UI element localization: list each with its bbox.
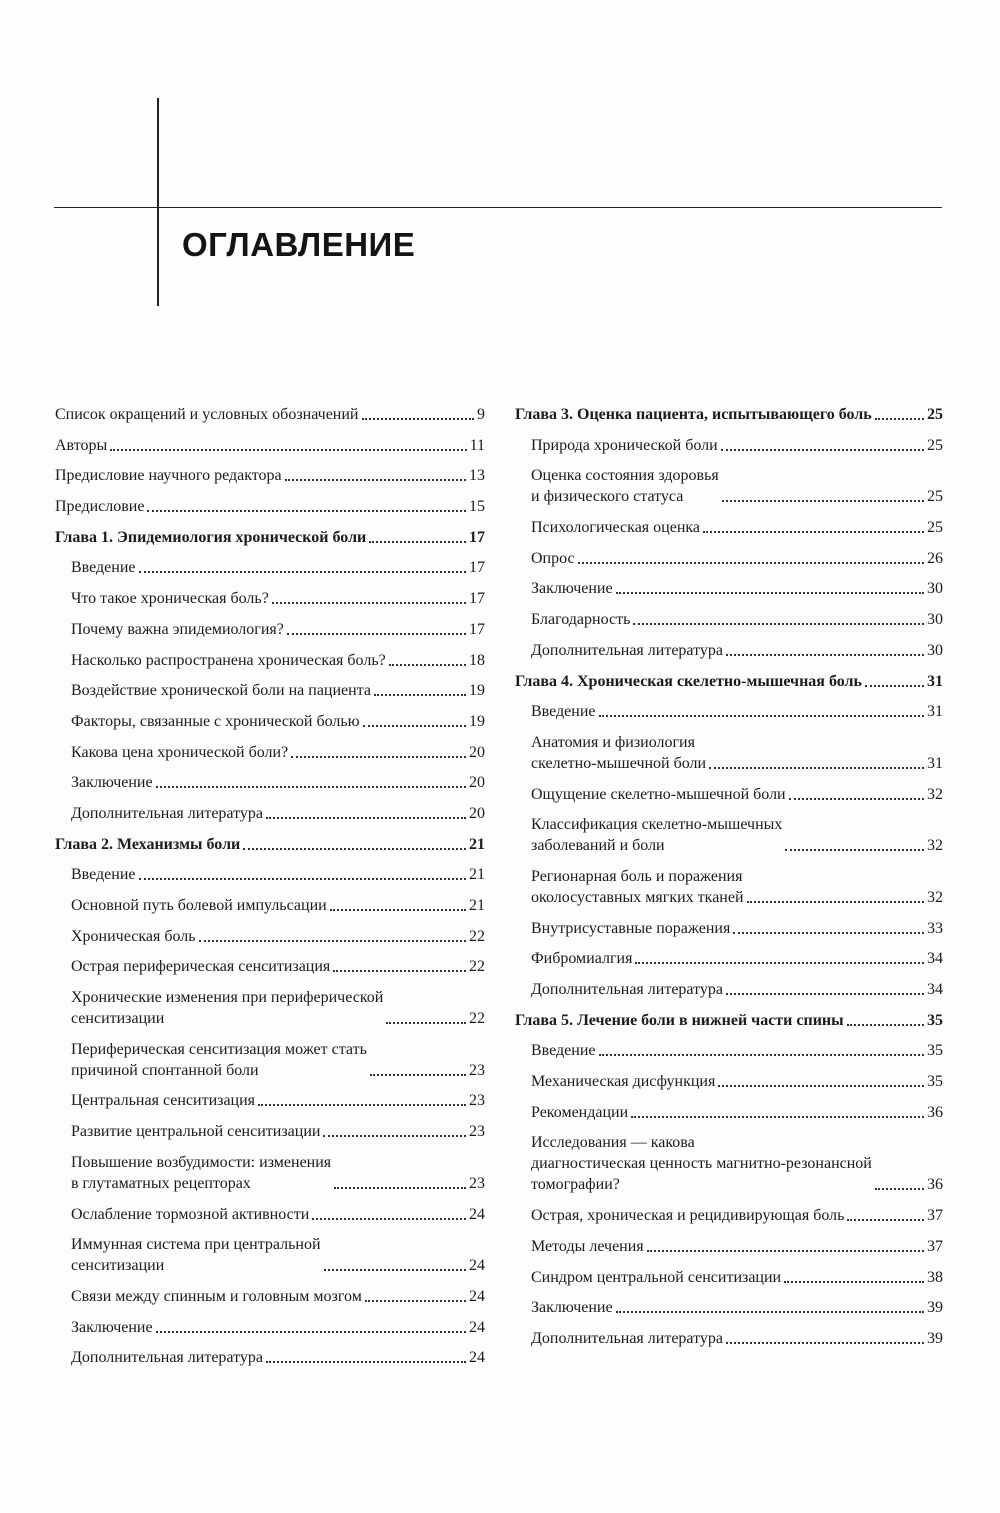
toc-entry-title: Какова цена хронической боли? xyxy=(71,743,289,761)
toc-entry-page: 35 xyxy=(927,1011,943,1029)
toc-entry-title: Исследования — какова диагностическая ценность магнитно-резонансной томографии? xyxy=(531,1134,872,1194)
toc-entry xyxy=(515,1071,943,1092)
toc-entry-title: Дополнительная литература xyxy=(71,1349,263,1367)
toc-entry xyxy=(55,742,485,763)
dot-leader xyxy=(258,1104,466,1106)
dot-leader xyxy=(312,1218,466,1220)
toc-entry-title: Глава 1. Эпидемиология хронической боли xyxy=(55,528,367,546)
dot-leader xyxy=(147,510,466,512)
toc-entry xyxy=(515,948,943,969)
dot-leader xyxy=(631,1116,924,1118)
vertical-rule xyxy=(157,98,159,306)
toc-entry-page: 25 xyxy=(927,406,943,423)
dot-leader xyxy=(389,664,466,666)
toc-entry-title: Заключение xyxy=(71,774,153,792)
toc-entry-title: Внутрисуставные поражения xyxy=(531,919,731,937)
toc-entry-page: 21 xyxy=(469,835,485,853)
dot-leader xyxy=(362,418,475,420)
toc-entry xyxy=(515,814,943,856)
toc-entry xyxy=(55,1234,485,1276)
dot-leader xyxy=(243,848,466,850)
toc-entry xyxy=(55,926,485,947)
toc-entry-page: 32 xyxy=(927,888,943,906)
toc-entry-page: 31 xyxy=(927,703,943,721)
dot-leader xyxy=(266,1361,466,1363)
toc-entry xyxy=(55,465,485,486)
toc-entry-page: 21 xyxy=(469,866,485,884)
toc-entry-page: 24 xyxy=(469,1349,485,1367)
dot-leader xyxy=(784,1281,924,1283)
toc-entry xyxy=(55,987,485,1029)
toc-entry-title: Психологическая оценка xyxy=(531,519,701,537)
dot-leader xyxy=(722,500,924,502)
toc-entry xyxy=(515,701,943,722)
toc-entry-page: 32 xyxy=(927,785,943,803)
toc-entry xyxy=(515,1205,943,1226)
toc-entry xyxy=(55,557,485,578)
toc-entry-title: Благодарность xyxy=(531,611,631,629)
toc-entry-page: 19 xyxy=(469,712,485,730)
toc-entry xyxy=(55,680,485,701)
dot-leader xyxy=(847,1219,924,1221)
dot-leader xyxy=(747,901,924,903)
toc-entry-page: 30 xyxy=(927,580,943,598)
toc-entry-page: 34 xyxy=(927,981,943,998)
toc-entry-page: 22 xyxy=(469,1010,485,1028)
toc-entry-title: Дополнительная литература xyxy=(531,981,723,998)
dot-leader xyxy=(324,1269,466,1271)
dot-leader xyxy=(330,909,466,911)
toc-entry-title: Механическая дисфункция xyxy=(531,1073,716,1091)
toc-entry-title: Иммунная система при центральной сенситизации xyxy=(71,1236,321,1275)
toc-entry-page: 26 xyxy=(927,549,943,567)
dot-leader xyxy=(709,767,924,769)
toc-entry-page: 24 xyxy=(469,1318,485,1336)
toc-entry-page: 23 xyxy=(469,1123,485,1141)
toc-entry-title: Хроническая боль xyxy=(71,927,196,945)
toc-entry xyxy=(55,711,485,732)
dot-leader xyxy=(865,685,924,687)
dot-leader xyxy=(875,418,924,420)
toc-entry-page: 22 xyxy=(469,927,485,945)
toc-chapter-entry xyxy=(515,671,943,692)
dot-leader xyxy=(291,756,466,758)
toc-entry-page: 36 xyxy=(927,1103,943,1121)
toc-entry-title: Центральная сенситизация xyxy=(71,1092,256,1110)
toc-entry-page: 23 xyxy=(469,1092,485,1110)
toc-chapter-entry xyxy=(55,527,485,548)
toc-entry xyxy=(55,1347,485,1368)
toc-chapter-entry xyxy=(515,404,943,425)
toc-entry-page: 33 xyxy=(927,919,943,937)
dot-leader xyxy=(726,654,924,656)
toc-right-column xyxy=(515,404,943,1359)
toc-entry-title: Глава 2. Механизмы боли xyxy=(55,835,241,853)
dot-leader xyxy=(110,449,466,451)
toc-entry-title: Заключение xyxy=(531,1299,613,1317)
toc-entry-page: 24 xyxy=(469,1257,485,1275)
dot-leader xyxy=(616,592,924,594)
toc-entry xyxy=(55,1317,485,1338)
toc-entry xyxy=(55,588,485,609)
dot-leader xyxy=(370,1074,466,1076)
page-title: ОГЛАВЛЕНИЕ xyxy=(182,226,416,263)
dot-leader xyxy=(875,1188,924,1190)
dot-leader xyxy=(599,1054,925,1056)
dot-leader xyxy=(703,531,924,533)
toc-entry-title: Предисловие xyxy=(55,498,145,516)
toc-entry-page: 39 xyxy=(927,1299,943,1317)
toc-entry-page: 13 xyxy=(469,467,485,485)
toc-entry-title: Острая периферическая сенситизация xyxy=(71,958,331,976)
toc-entry-page: 17 xyxy=(469,620,485,638)
toc-entry xyxy=(515,465,943,507)
dot-leader xyxy=(323,1135,466,1137)
toc-entry-page: 20 xyxy=(469,743,485,761)
toc-entry xyxy=(515,979,943,1000)
toc-entry-page: 21 xyxy=(469,897,485,914)
dot-leader xyxy=(272,602,466,604)
dot-leader xyxy=(139,878,467,880)
toc-entry-page: 20 xyxy=(469,804,485,822)
toc-entry-title: Почему важна эпидемиология? xyxy=(71,620,284,638)
toc-entry-title: Острая, хроническая и рецидивирующая боль xyxy=(531,1207,845,1225)
toc-entry-title: Анатомия и физиология скелетно-мышечной боли xyxy=(531,733,707,772)
dot-leader xyxy=(333,970,466,972)
toc-entry-title: Регионарная боль и поражения околосуставных мягких тканей xyxy=(531,867,744,906)
toc-entry xyxy=(55,803,485,824)
toc-entry xyxy=(55,864,485,885)
dot-leader xyxy=(199,940,466,942)
dot-leader xyxy=(374,694,466,696)
toc-entry-page: 24 xyxy=(469,1287,485,1305)
toc-entry xyxy=(55,435,485,456)
toc-entry-title: Факторы, связанные с хронической болью xyxy=(71,712,360,730)
dot-leader xyxy=(847,1024,924,1026)
toc-entry xyxy=(515,784,943,805)
toc-entry-title: Введение xyxy=(71,866,136,884)
toc-entry-title: Введение xyxy=(71,559,136,577)
toc-entry-title: Дополнительная литература xyxy=(531,1329,723,1347)
toc-entry xyxy=(55,619,485,640)
toc-entry-title: Периферическая сенситизация может стать причиной спонтанной боли xyxy=(71,1040,367,1079)
toc-entry-page: 35 xyxy=(927,1042,943,1060)
toc-entry-page: 39 xyxy=(927,1329,943,1347)
toc-entry-page: 37 xyxy=(927,1207,943,1225)
toc-entry-title: Глава 3. Оценка пациента, испытывающего боль xyxy=(515,406,872,423)
toc-entry-page: 25 xyxy=(927,436,943,454)
toc-entry-title: Что такое хроническая боль? xyxy=(71,590,269,608)
toc-entry-title: Природа хронической боли xyxy=(531,436,718,454)
toc-entry-title: Развитие центральной сенситизации xyxy=(71,1123,321,1141)
toc-entry xyxy=(515,918,943,939)
toc-entry-title: Связи между спинным и головным мозгом xyxy=(71,1287,362,1305)
toc-entry-page: 9 xyxy=(477,406,485,423)
toc-entry-title: Авторы xyxy=(55,436,108,454)
dot-leader xyxy=(633,623,924,625)
dot-leader xyxy=(156,1331,466,1333)
toc-entry-title: Дополнительная литература xyxy=(71,804,263,822)
toc-entry-page: 24 xyxy=(469,1205,485,1223)
toc-entry-page: 25 xyxy=(927,488,943,506)
dot-leader xyxy=(599,715,925,717)
toc-entry-page: 19 xyxy=(469,682,485,700)
toc-entry-page: 31 xyxy=(927,672,943,690)
toc-entry xyxy=(55,1204,485,1225)
dot-leader xyxy=(726,1342,924,1344)
toc-entry xyxy=(55,1286,485,1307)
dot-leader xyxy=(578,562,924,564)
dot-leader xyxy=(156,786,466,788)
toc-entry-page: 36 xyxy=(927,1176,943,1194)
dot-leader xyxy=(334,1187,466,1189)
toc-entry-page: 23 xyxy=(469,1061,485,1079)
dot-leader xyxy=(365,1300,466,1302)
toc-entry xyxy=(515,435,943,456)
toc-entry-title: Введение xyxy=(531,1042,596,1060)
dot-leader xyxy=(285,479,466,481)
toc-entry xyxy=(515,1132,943,1195)
toc-entry-page: 32 xyxy=(927,837,943,855)
toc-entry xyxy=(515,609,943,630)
toc-entry-page: 11 xyxy=(469,436,485,454)
toc-entry-page: 37 xyxy=(927,1237,943,1255)
dot-leader xyxy=(789,798,924,800)
toc-entry xyxy=(515,732,943,774)
dot-leader xyxy=(635,962,924,964)
toc-entry-page: 22 xyxy=(469,958,485,976)
toc-entry-title: Оценка состояния здоровья и физического статуса xyxy=(531,467,719,506)
horizontal-rule xyxy=(54,207,942,208)
toc-entry xyxy=(515,1267,943,1288)
toc-entry-page: 17 xyxy=(469,528,485,546)
toc-entry-title: Заключение xyxy=(531,580,613,598)
toc-entry-page: 23 xyxy=(469,1174,485,1192)
toc-entry xyxy=(515,1328,943,1349)
toc-entry xyxy=(515,640,943,661)
toc-entry-page: 17 xyxy=(469,559,485,577)
toc-entry-title: Список окращений и условных обозначений xyxy=(55,406,359,423)
toc-entry-title: Глава 5. Лечение боли в нижней части спины xyxy=(515,1011,844,1029)
toc-entry xyxy=(55,650,485,671)
toc-entry xyxy=(55,1039,485,1081)
toc-entry-title: Классификация скелетно-мышечных заболеваний и боли xyxy=(531,816,783,855)
toc-chapter-entry xyxy=(55,834,485,855)
dot-leader xyxy=(647,1250,924,1252)
toc-entry xyxy=(515,1102,943,1123)
toc-entry-page: 20 xyxy=(469,774,485,792)
toc-entry-title: Предисловие научного редактора xyxy=(55,467,282,485)
dot-leader xyxy=(726,993,924,995)
toc-entry xyxy=(515,548,943,569)
toc-entry xyxy=(515,517,943,538)
toc-entry xyxy=(515,1236,943,1257)
toc-entry xyxy=(55,895,485,916)
dot-leader xyxy=(721,449,924,451)
toc-entry-page: 18 xyxy=(469,651,485,669)
toc-entry-page: 34 xyxy=(927,950,943,968)
toc-entry-title: Введение xyxy=(531,703,596,721)
dot-leader xyxy=(139,571,467,573)
toc-entry-page: 25 xyxy=(927,519,943,537)
dot-leader xyxy=(369,541,466,543)
toc-entry xyxy=(55,1121,485,1142)
toc-entry-title: Основной путь болевой импульсации xyxy=(71,897,327,914)
dot-leader xyxy=(266,817,466,819)
dot-leader xyxy=(363,725,466,727)
toc-entry-title: Дополнительная литература xyxy=(531,641,723,659)
toc-entry xyxy=(55,496,485,517)
dot-leader xyxy=(718,1085,924,1087)
toc-entry-page: 31 xyxy=(927,754,943,772)
toc-entry xyxy=(55,404,485,425)
dot-leader xyxy=(785,849,924,851)
toc-left-column xyxy=(55,404,485,1378)
toc-entry-title: Синдром центральной сенситизации xyxy=(531,1268,782,1286)
toc-entry xyxy=(55,1152,485,1194)
toc-entry-title: Насколько распространена хроническая боль? xyxy=(71,651,386,669)
toc-entry-title: Глава 4. Хроническая скелетно-мышечная боль xyxy=(515,672,862,690)
toc-entry-title: Хронические изменения при периферической сенситизации xyxy=(71,989,384,1028)
toc-entry-page: 30 xyxy=(927,641,943,659)
toc-entry-page: 35 xyxy=(927,1073,943,1091)
toc-entry-title: Рекомендации xyxy=(531,1103,629,1121)
dot-leader xyxy=(616,1311,924,1313)
toc-entry-title: Фибромиалгия xyxy=(531,950,633,968)
dot-leader xyxy=(287,633,466,635)
dot-leader xyxy=(386,1022,466,1024)
toc-entry-page: 30 xyxy=(927,611,943,629)
dot-leader xyxy=(733,932,924,934)
toc-entry xyxy=(55,772,485,793)
toc-entry xyxy=(515,578,943,599)
toc-entry xyxy=(55,1090,485,1111)
toc-entry xyxy=(515,866,943,908)
toc-entry-title: Ощущение скелетно-мышечной боли xyxy=(531,785,786,803)
toc-entry-title: Методы лечения xyxy=(531,1237,644,1255)
toc-chapter-entry xyxy=(515,1010,943,1031)
toc-entry-page: 38 xyxy=(927,1268,943,1286)
toc-entry xyxy=(55,956,485,977)
toc-entry xyxy=(515,1297,943,1318)
toc-entry-title: Опрос xyxy=(531,549,575,567)
toc-entry xyxy=(515,1040,943,1061)
toc-entry-page: 17 xyxy=(469,590,485,608)
toc-entry-page: 15 xyxy=(469,498,485,516)
toc-entry-title: Ослабление тормозной активности xyxy=(71,1205,310,1223)
toc-entry-title: Воздействие хронической боли на пациента xyxy=(71,682,371,700)
toc-entry-title: Заключение xyxy=(71,1318,153,1336)
toc-entry-title: Повышение возбудимости: изменения в глутаматных рецепторах xyxy=(71,1153,332,1192)
